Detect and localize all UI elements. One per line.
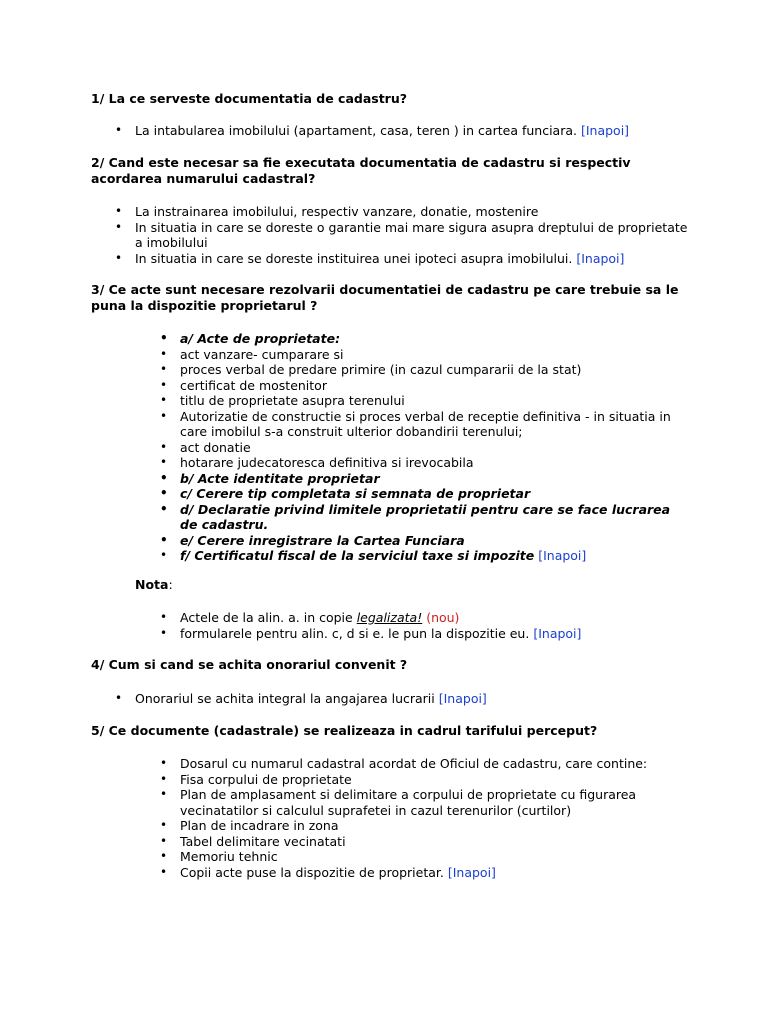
list-item: • Memoriu tehnic [180,849,690,865]
list-item: • certificat de mostenitor [180,378,690,394]
question-5-heading: 5/ Ce documente (cadastrale) se realizeaza in cadrul tarifului perceput? [91,723,598,738]
question-1-heading: 1/ La ce serveste documentatia de cadastru? [91,91,407,106]
list-item-text: Copii acte puse la dispozitie de proprietar. [180,864,444,880]
list-item: • act donatie [180,440,690,456]
legalizata-link[interactable]: legalizata! [356,610,423,625]
question-4-heading: 4/ Cum si cand se achita onorariul convenit ? [91,657,408,672]
list-item-text: In situatia in care se doreste instituirea unei ipoteci asupra imobilului. [135,250,573,266]
list-item-section-a: • a/ Acte de proprietate: [180,331,690,347]
list-item: • Plan de amplasament si delimitare a corpului de proprietate cu figurarea vecinatatilor si calculul suprafetei in cazul terenurilor (curtilor) [180,787,690,818]
list-item-text: Actele de la alin. a. in copie [180,610,353,625]
question-2-list [135,204,695,266]
list-item: • proces verbal de predare primire (in cazul cumpararii de la stat) [180,362,690,378]
list-item: • titlu de proprietate asupra terenului [180,393,690,409]
question-5-list [180,756,690,880]
list-item [135,251,695,267]
list-item [180,865,690,881]
list-item-text: Onorariul se achita integral la angajarea lucrarii [135,691,435,706]
list-item: • Fisa corpului de proprietate [180,772,690,788]
list-item-section-e: • e/ Cerere inregistrare la Cartea Funciara [180,533,690,549]
list-item [135,691,695,707]
back-link[interactable]: [Inapoi] [533,625,582,641]
list-item: • La instrainarea imobilului, respectiv vanzare, donatie, mostenire [135,204,695,220]
back-link[interactable]: [Inapoi] [447,864,496,880]
list-item [180,610,690,626]
nota-label-text: Nota [135,577,169,592]
back-link[interactable]: [Inapoi] [580,123,630,138]
list-item-text: La intabularea imobilului (apartament, casa, teren ) in cartea funciara. [135,123,577,138]
nota-colon: : [168,577,173,592]
list-item-section-f [180,548,690,564]
list-item: • Tabel delimitare vecinatati [180,834,690,850]
question-3-heading: 3/ Ce acte sunt necesare rezolvarii documentatiei de cadastru pe care trebuie sa le puna la dispozitie proprietarul ? [91,282,679,313]
nota-label [135,577,173,593]
list-item: • In situatia in care se doreste o garantie mai mare sigura asupra dreptului de proprietate a imobilului [135,220,695,251]
list-item: • hotarare judecatoresca definitiva si irevocabila [180,455,690,471]
back-link[interactable]: [Inapoi] [576,250,625,266]
list-item: • Dosarul cu numarul cadastral acordat de Oficiul de cadastru, care contine: [180,756,690,772]
list-item: • Plan de incadrare in zona [180,818,690,834]
back-link[interactable]: [Inapoi] [438,691,487,706]
list-item [135,123,695,139]
nota-list [180,610,690,641]
list-item-section-b: • b/ Acte identitate proprietar [180,471,690,487]
list-item [180,626,690,642]
back-link[interactable]: [Inapoi] [538,548,587,563]
question-1-list [135,123,695,139]
question-2-heading: 2/ Cand este necesar sa fie executata documentatia de cadastru si respectiv acordarea numarului cadastral? [91,155,631,186]
list-item-text: formularele pentru alin. c, d si e. le pun la dispozitie eu. [180,625,530,641]
list-item-section-c: • c/ Cerere tip completata si semnata de proprietar [180,486,690,502]
question-3-list [180,331,690,564]
list-item: • act vanzare- cumparare si [180,347,690,363]
list-item: • Autorizatie de constructie si proces verbal de receptie definitiva - in situatia in care imobilul s-a construit ulterior dobandirii terenului; [180,409,690,440]
new-badge: (nou) [426,610,460,625]
question-4-list [135,691,695,707]
list-item-text: f/ Certificatul fiscal de la serviciul taxe si impozite [180,548,535,563]
list-item-section-d: • d/ Declaratie privind limitele proprietatii pentru care se face lucrarea de cadastru. [180,502,690,533]
